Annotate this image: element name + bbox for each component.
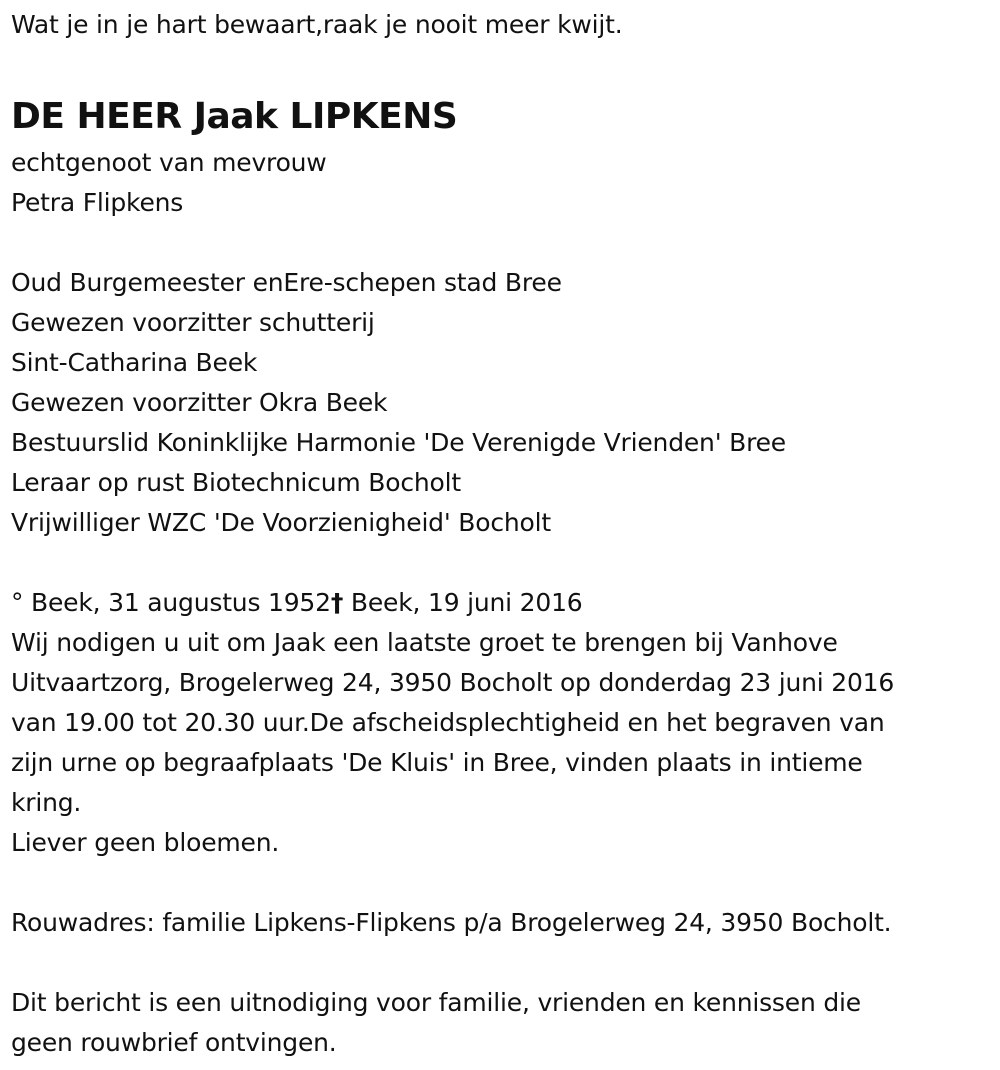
function-item: Sint-Catharina Beek [11,348,258,377]
invitation-line: kring. [11,788,82,817]
notice-paragraph [11,983,991,1063]
invitation-paragraph [11,623,991,823]
deceased-name: DE HEER Jaak LIPKENS [11,96,458,137]
functions-list [11,263,991,543]
spouse-line-1: echtgenoot van mevrouw [11,148,327,177]
cross-icon: † [330,588,344,617]
birth-date: ° Beek, 31 augustus 1952 [11,588,331,617]
notice-line: geen rouwbrief ontvingen. [11,1028,337,1057]
spacer [11,943,991,983]
spacer [11,863,991,903]
spacer [11,223,991,263]
invitation-line: van 19.00 tot 20.30 uur.De afscheidsplechtigheid en het begraven van [11,708,885,737]
function-item: Oud Burgemeester enEre-schepen stad Bree [11,268,562,297]
flowers-note: Liever geen bloemen. [11,828,280,857]
notice-line: Dit bericht is een uitnodiging voor familie, vrienden en kennissen die [11,988,861,1017]
mourning-address: Rouwadres: familie Lipkens-Flipkens p/a Brogelerweg 24, 3950 Bocholt. [11,908,892,937]
invitation-line: Wij nodigen u uit om Jaak een laatste groet te brengen bij Vanhove [11,628,838,657]
function-item: Leraar op rust Biotechnicum Bocholt [11,468,461,497]
motto: Wat je in je hart bewaart,raak je nooit meer kwijt. [11,10,623,39]
function-item: Bestuurslid Koninklijke Harmonie 'De Verenigde Vrienden' Bree [11,428,786,457]
obituary-notice [11,0,991,1063]
invitation-line: Uitvaartzorg, Brogelerweg 24, 3950 Bocholt op donderdag 23 juni 2016 [11,668,895,697]
function-item: Vrijwilliger WZC 'De Voorzienigheid' Bocholt [11,508,551,537]
spouse-line-2: Petra Flipkens [11,188,184,217]
function-item: Gewezen voorzitter Okra Beek [11,388,388,417]
death-date: Beek, 19 juni 2016 [343,588,583,617]
birth-death-dates [11,583,991,623]
spacer [11,543,991,583]
function-item: Gewezen voorzitter schutterij [11,308,375,337]
invitation-line: zijn urne op begraafplaats 'De Kluis' in Bree, vinden plaats in intieme [11,748,863,777]
